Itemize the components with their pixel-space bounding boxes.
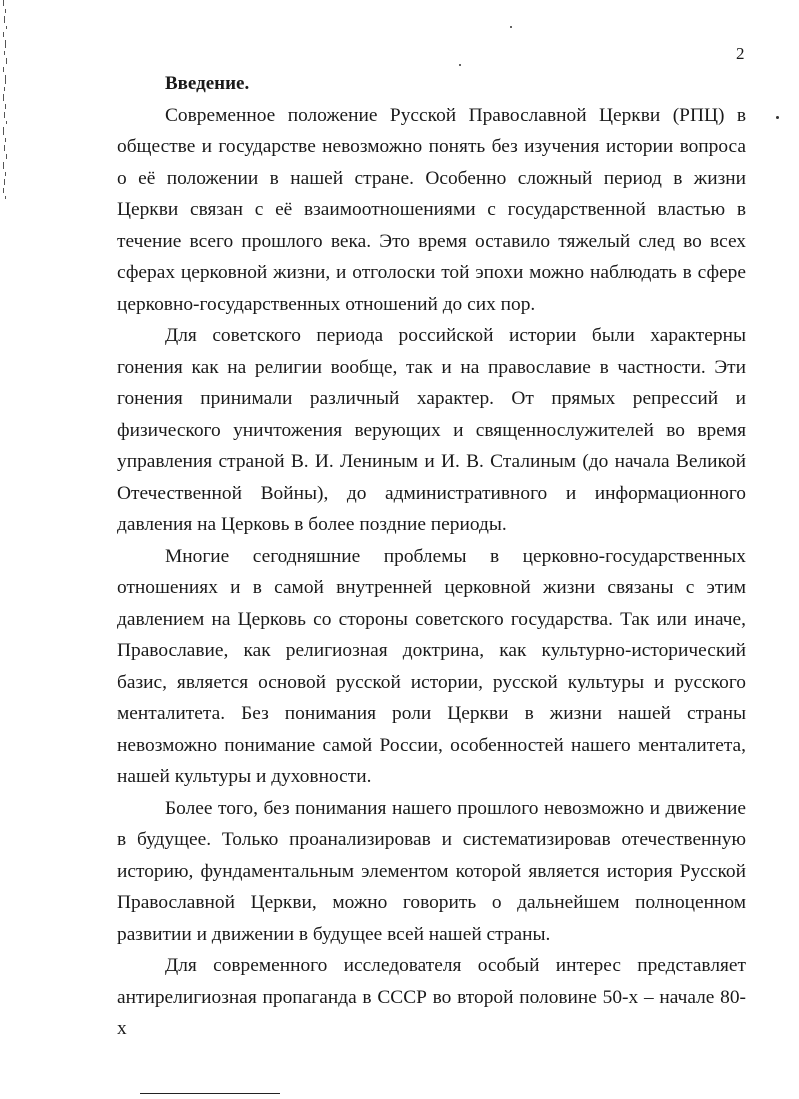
section-heading: Введение.: [165, 73, 250, 94]
scan-speck: [510, 26, 512, 28]
body-paragraph: Для советского периода российской истории были характерны гонения как на религии вообще, так и на православие в частности. Эти гонения принимали различный характер. От прямых репрессий и физического уничтожения верующих и священнослужителей во время управления страной В. И. Лениным и И. В. Сталиным (до начала Великой Отечественной Войны), до административного и информационного давления на Церковь в более поздние периоды.: [117, 325, 746, 535]
document-body: [117, 68, 746, 1045]
body-paragraph: Для современного исследователя особый интерес представляет антирелигиозная пропаганда в СССР во второй половине 50-х – начале 80-х: [117, 955, 746, 1039]
footnote-separator: [140, 1093, 280, 1094]
body-paragraph: Современное положение Русской Православной Церкви (РПЦ) в обществе и государстве невозможно понять без изучения истории вопроса о её положении в нашей стране. Особенно сложный период в жизни Церкви связан с её взаимоотношениями с государственной властью в течение всего прошлого века. Это время оставило тяжелый след во всех сферах церковной жизни, и отголоски той эпохи можно наблюдать в сфере церковно-государственных отношений до сих пор.: [117, 104, 746, 315]
scan-speck: [776, 116, 779, 119]
page-number: 2: [736, 44, 745, 63]
scan-edge-marks: [2, 0, 10, 250]
body-paragraph: Более того, без понимания нашего прошлого невозможно и движение в будущее. Только проанализировав и систематизировав отечественную историю, фундаментальным элементом которой является история Русской Православной Церкви, можно говорить о дальнейшем полноценном развитии и движении в будущее всей нашей страны.: [117, 797, 746, 945]
scan-speck: [459, 64, 461, 66]
body-paragraph: Многие сегодняшние проблемы в церковно-государственных отношениях и в самой внутренней церковной жизни связаны с этим давлением на Церковь со стороны советского государства. Так или иначе, Православие, как религиозная доктрина, как культурно-исторический базис, является основой русской истории, русской культуры и русского менталитета. Без понимания роли Церкви в жизни нашей страны невозможно понимание самой России, особенностей нашего менталитета, нашей культуры и духовности.: [117, 545, 746, 787]
